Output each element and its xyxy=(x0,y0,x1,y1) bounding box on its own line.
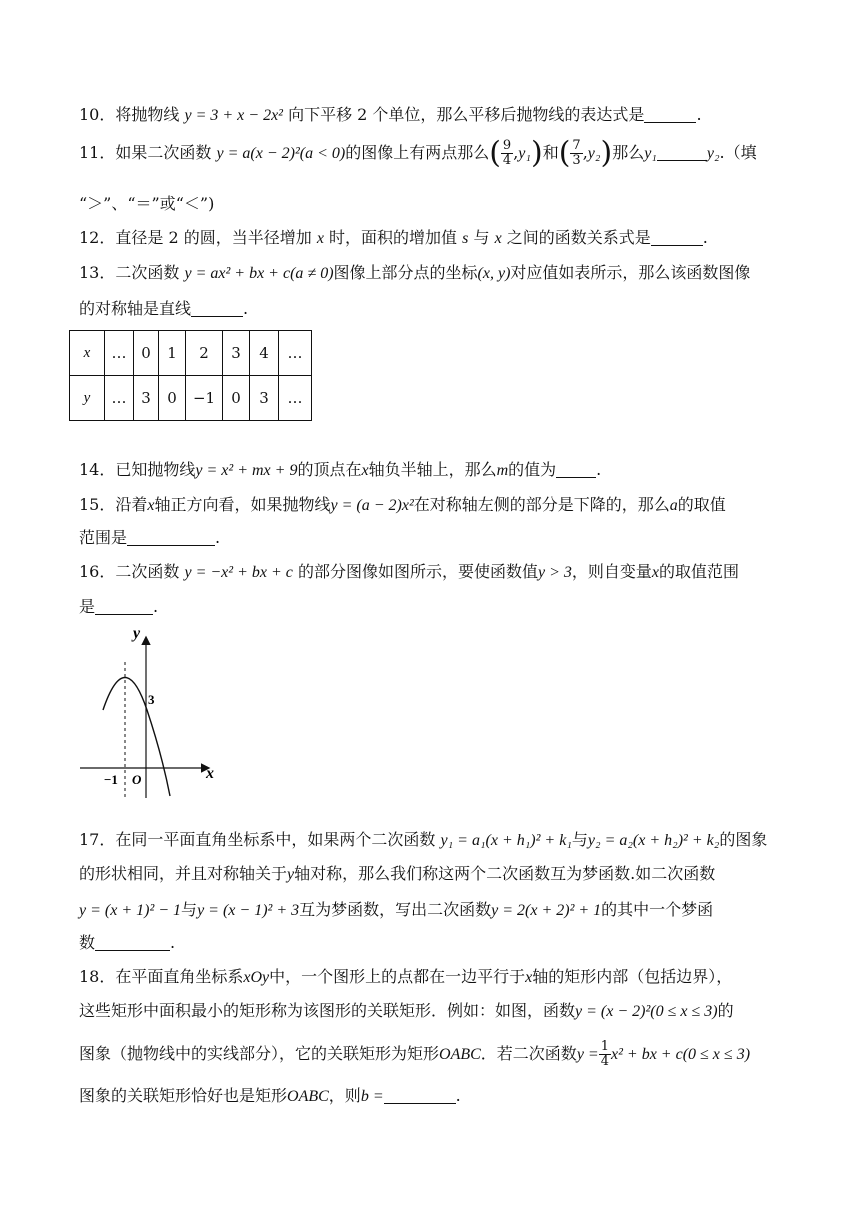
math-expression: x² + bx + c(0 ≤ x ≤ 3) xyxy=(611,1046,751,1063)
question-text: 轴的矩形内部（包括边界）， xyxy=(532,967,733,986)
math-var: x xyxy=(361,462,369,479)
question-16-line-2 xyxy=(79,596,158,618)
question-18-line-4 xyxy=(79,1085,461,1108)
answer-blank[interactable] xyxy=(191,300,243,317)
paren-close: ) xyxy=(600,135,613,171)
question-text: 图像上部分点的坐标 xyxy=(333,263,478,282)
question-text: 数 xyxy=(79,933,96,952)
x-axis-label: x xyxy=(206,765,214,782)
answer-blank[interactable] xyxy=(95,598,153,615)
question-14 xyxy=(79,459,601,482)
question-text: 的取值 xyxy=(677,495,726,514)
math-var: s xyxy=(462,230,469,247)
answer-blank[interactable] xyxy=(657,144,707,161)
question-text: 在同一平面直角坐标系中，如果两个二次函数 xyxy=(115,830,436,849)
math-expression: y₂ = a₂(x + h₂)² + k₂ xyxy=(587,832,720,849)
question-text: 的顶点在 xyxy=(297,460,362,479)
answer-blank[interactable] xyxy=(651,229,703,246)
question-text: 的部分图像如图所示，要使函数值 xyxy=(297,562,538,581)
math-var: y₂ xyxy=(587,145,601,162)
period: . xyxy=(243,299,249,318)
table-cell: 4 xyxy=(250,331,279,376)
question-text: 对应值如表所示，那么该函数图像 xyxy=(510,263,751,282)
tick-label-neg-one: −1 xyxy=(104,772,118,787)
math-var: x xyxy=(494,230,502,247)
period: . xyxy=(153,597,159,616)
question-16 xyxy=(79,561,739,584)
math-expression: (x, y) xyxy=(477,265,511,282)
question-text: 如果二次函数 xyxy=(115,143,212,162)
question-text: 的图象 xyxy=(719,830,768,849)
question-17-line-2 xyxy=(79,863,715,886)
question-text: 范围是 xyxy=(79,528,128,547)
question-15 xyxy=(79,494,726,517)
question-17-line-3 xyxy=(79,899,713,922)
table-cell: 0 xyxy=(134,331,159,376)
math-expression: y = (x − 1)² + 3 xyxy=(197,902,300,919)
question-text: .（填 xyxy=(719,143,757,162)
question-text: 图象的关联矩形恰好也是矩形 xyxy=(79,1086,288,1105)
answer-blank[interactable] xyxy=(384,1087,456,1104)
math-var: x xyxy=(651,564,660,581)
math-expression: y = (a − 2)x² xyxy=(330,497,414,514)
question-text: 的值为 xyxy=(508,460,557,479)
math-var: OABC xyxy=(439,1046,481,1063)
question-text: 中，一个图形上的点都在一边平行于 xyxy=(269,967,526,986)
question-text: 在平面直角坐标系 xyxy=(115,967,244,986)
math-var: m xyxy=(496,462,509,479)
table-cell: 3 xyxy=(134,376,159,421)
math-expression: y = −x² + bx + c xyxy=(184,564,293,581)
question-text: 二次函数 xyxy=(115,562,180,581)
math-expression: y₁ = a₁(x + h₁)² + k₁ xyxy=(440,832,572,849)
period: . xyxy=(696,105,702,124)
origin-label: O xyxy=(132,772,142,787)
question-text: 在对称轴左侧的部分是下降的，那么 xyxy=(413,495,670,514)
table-cell: −1 xyxy=(186,376,223,421)
question-11-line-2 xyxy=(79,193,214,215)
answer-blank[interactable] xyxy=(644,106,696,123)
question-text: 是 xyxy=(79,597,96,616)
math-var: y₁ xyxy=(518,145,531,162)
math-var: x xyxy=(147,497,155,514)
question-17 xyxy=(79,829,767,852)
question-number: 14． xyxy=(79,460,116,479)
table-cell: … xyxy=(105,376,134,421)
table-row-y xyxy=(70,376,312,421)
math-expression: y > 3 xyxy=(537,564,572,581)
question-number: 17． xyxy=(79,830,116,849)
question-number: 15． xyxy=(79,495,116,514)
question-text: 图象（抛物线中的实线部分），它的关联矩形为矩形 xyxy=(79,1044,440,1063)
paren-open: ( xyxy=(489,135,501,171)
fraction: $\frac{9}{4}$ xyxy=(502,138,512,168)
math-expression: y = a(x − 2)² xyxy=(216,145,300,162)
question-18-line-2 xyxy=(79,1000,734,1023)
question-text: 的 xyxy=(717,1001,734,1020)
question-15-line-2 xyxy=(79,527,220,549)
table-cell: y xyxy=(70,376,105,421)
question-text: 时，面积的增加值 xyxy=(329,228,458,247)
tick-label-three: 3 xyxy=(148,692,155,707)
question-text: 轴正方向看，如果抛物线 xyxy=(154,495,331,514)
question-text: 二次函数 xyxy=(115,263,180,282)
table-cell: 0 xyxy=(159,376,186,421)
question-text: 互为梦函数，写出二次函数 xyxy=(299,900,492,919)
question-text: 的其中一个梦函 xyxy=(601,900,714,919)
question-number: 11． xyxy=(79,143,116,162)
table-cell: 0 xyxy=(223,376,250,421)
table-cell: 3 xyxy=(223,331,250,376)
value-table xyxy=(69,330,312,421)
question-text: 和 xyxy=(542,143,559,162)
question-10 xyxy=(79,104,702,127)
question-text: 沿着 xyxy=(115,495,148,514)
math-var: y₂ xyxy=(706,145,720,162)
table-cell: 3 xyxy=(250,376,279,421)
answer-blank[interactable] xyxy=(127,529,215,546)
period: . xyxy=(170,933,176,952)
math-var: y xyxy=(287,866,295,883)
question-text: 的图像上有两点那么 xyxy=(345,143,490,162)
table-row-x xyxy=(70,331,312,376)
question-18 xyxy=(79,966,732,989)
question-number: 13． xyxy=(79,263,116,282)
question-text: 将抛物线 xyxy=(115,105,180,124)
question-12 xyxy=(79,227,708,250)
question-text: 的对称轴是直线 xyxy=(79,299,192,318)
answer-blank[interactable] xyxy=(556,461,596,478)
question-text: 轴负半轴上，那么 xyxy=(368,460,497,479)
question-number: 16． xyxy=(79,562,116,581)
math-var: x xyxy=(316,230,324,247)
math-expression: y = 3 + x − 2x² xyxy=(184,107,283,124)
table-cell: x xyxy=(70,331,105,376)
question-text: ．若二次函数 xyxy=(480,1044,577,1063)
question-text: 那么 xyxy=(612,143,645,162)
question-number: 10． xyxy=(79,105,116,124)
period: . xyxy=(702,228,708,247)
question-text: 与 xyxy=(571,830,588,849)
table-cell: 2 xyxy=(186,331,223,376)
table-cell: … xyxy=(279,376,312,421)
math-var: x xyxy=(525,969,533,986)
question-11: 11．如果二次函数 y = a(x − 2)²(a < 0)的图像上有两点那么( $\frac{9}{4}$ ,y₁)和( $\frac{7}{3}$ ,y₂)那么y₁ y₂.（填 xyxy=(79,135,757,171)
question-13 xyxy=(79,262,750,285)
table-cell: 1 xyxy=(159,331,186,376)
question-text: 轴对称，那么我们称这两个二次函数互为梦函数.如二次函数 xyxy=(294,864,716,883)
table-cell: … xyxy=(105,331,134,376)
math-var: xOy xyxy=(243,969,270,986)
math-expression: b = xyxy=(360,1088,384,1105)
question-text: 已知抛物线 xyxy=(115,460,196,479)
math-expression: y = (x + 1)² − 1 xyxy=(79,902,182,919)
math-var: a xyxy=(669,497,678,514)
question-text: 这些矩形中面积最小的矩形称为该图形的关联矩形．例如：如图，函数 xyxy=(79,1001,576,1020)
math-expression: y = x² + mx + 9 xyxy=(195,462,298,479)
math-expression: y = xyxy=(576,1046,599,1063)
question-18-line-3 xyxy=(79,1040,750,1069)
paren-close: ) xyxy=(530,135,543,171)
fraction: $\frac{7}{3}$ xyxy=(572,138,581,168)
period: . xyxy=(215,528,221,547)
paren-open: ( xyxy=(558,135,571,171)
math-var: y₁ xyxy=(644,145,657,162)
question-text: 的取值范围 xyxy=(659,562,740,581)
question-text: ，则 xyxy=(328,1086,361,1105)
question-text: 之间的函数关系式是 xyxy=(506,228,651,247)
answer-blank[interactable] xyxy=(95,934,170,951)
math-var: OABC xyxy=(287,1088,329,1105)
question-text: 向下平移 2 个单位，那么平移后抛物线的表达式是 xyxy=(288,105,645,124)
parabola-graph xyxy=(70,620,250,800)
fraction: $\frac{1}{4}$ xyxy=(600,1039,609,1069)
math-condition: (a < 0) xyxy=(299,145,346,162)
question-text: ，则自变量 xyxy=(571,562,652,581)
math-expression: y = (x − 2)²(0 ≤ x ≤ 3) xyxy=(575,1003,718,1020)
question-text: 与 xyxy=(473,228,490,247)
question-17-line-4 xyxy=(79,932,175,954)
question-text: “＞”、“＝”或“＜”) xyxy=(79,194,215,213)
question-number: 18． xyxy=(79,967,116,986)
period: . xyxy=(596,460,602,479)
question-text: 直径是 2 的圆，当半径增加 xyxy=(115,228,312,247)
question-text: 的形状相同，并且对称轴关于 xyxy=(79,864,288,883)
table-cell: … xyxy=(279,331,312,376)
question-13-line-2 xyxy=(79,298,248,320)
math-expression: y = ax² + bx + c(a ≠ 0) xyxy=(184,265,334,282)
period: . xyxy=(455,1086,461,1105)
y-axis-label: y xyxy=(133,625,141,642)
math-expression: y = 2(x + 2)² + 1 xyxy=(491,902,602,919)
question-number: 12． xyxy=(79,228,116,247)
question-text: 与 xyxy=(181,900,198,919)
